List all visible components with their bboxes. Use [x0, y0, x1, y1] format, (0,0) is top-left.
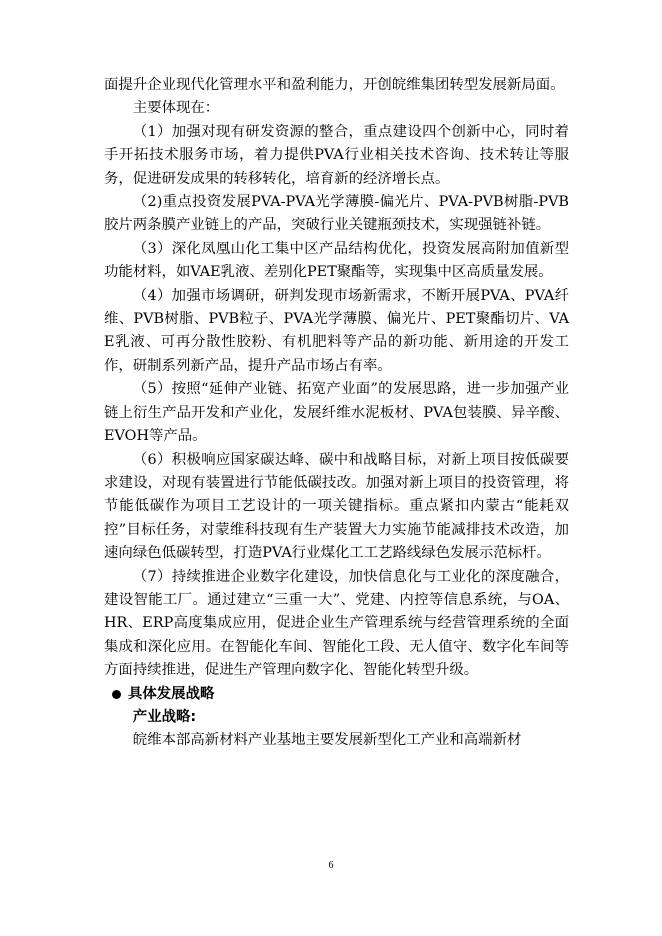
page-number: 6 [328, 860, 334, 871]
section-heading [104, 683, 569, 706]
paragraph-intro: 主要体现在： [132, 100, 220, 117]
subheading: 产业战略: [132, 708, 197, 725]
paragraph-final: 皖维本部高新材料产业基地主要发展新型化工产业和高端新材 [132, 732, 522, 749]
document-body [104, 74, 569, 753]
paragraph-item-6: （6）积极响应国家碳达峰、碳中和战略目标，对新上项目按低碳要求建设，对现有装置进行节能低碳技改。加强对新上项目的投资管理，将节能低碳作为项目工艺设计的一项关键指标。重点紧扣内蒙古“能耗双控”目标任务，对蒙维科技现有生产装置大力实施节能减排技术改造，加速向绿色低碳转型，打造PVA行业煤化工工艺路线绿色发展示范标杆。 [104, 451, 569, 562]
paragraph-item-2: （2)重点投资发展PVA-PVA光学薄膜-偏光片、PVA-PVB树脂-PVB胶片两条膜产业链上的产品，突破行业关键瓶颈技术，实现强链补链。 [104, 194, 569, 234]
bullet-icon [112, 690, 121, 699]
paragraph-continuation: 面提升企业现代化管理水平和盈利能力，开创皖维集团转型发展新局面。 [104, 77, 565, 93]
paragraph-item-4: （4）加强市场调研，研判发现市场新需求，不断开展PVA、PVA纤维、PVB树脂、PVB粒子、PVA光学薄膜、偏光片、PET聚酯切片、VAE乳液、可再分散性胶粉、有机肥料等产品的新功能、新用途的开发工作，研制系列新产品，提升产品市场占有率。 [104, 287, 569, 374]
paragraph-item-3: （3）深化凤凰山化工集中区产品结构优化，投资发展高附加值新型功能材料，如VAE乳液、差别化PET聚酯等，实现集中区高质量发展。 [104, 240, 569, 281]
paragraph-item-1: （1）加强对现有研发资源的整合，重点建设四个创新中心，同时着手开拓技术服务市场，着力提供PVA行业相关技术咨询、技术转让等服务，促进研发成果的转移转化，培育新的经济增长点。 [104, 123, 569, 187]
paragraph-item-5: （5）按照“延伸产业链、拓宽产业面”的发展思路，进一步加强产业链上衍生产品开发和产业化，发展纤维水泥板材、PVA包装膜、异辛酸、EVOH等产品。 [104, 381, 569, 445]
section-heading-text: 具体发展战略 [128, 685, 215, 702]
paragraph-item-7: （7）持续推进企业数字化建设，加快信息化与工业化的深度融合，建设智能工厂。通过建立“三重一大”、党建、内控等信息系统，与OA、HR、ERP高度集成应用，促进企业生产管理系统与经营管理系统的全面集成和深化应用。在智能化车间、智能化工段、无人值守、数字化车间等方面持续推进，促进生产管理向数字化、智能化转型升级。 [104, 568, 569, 679]
